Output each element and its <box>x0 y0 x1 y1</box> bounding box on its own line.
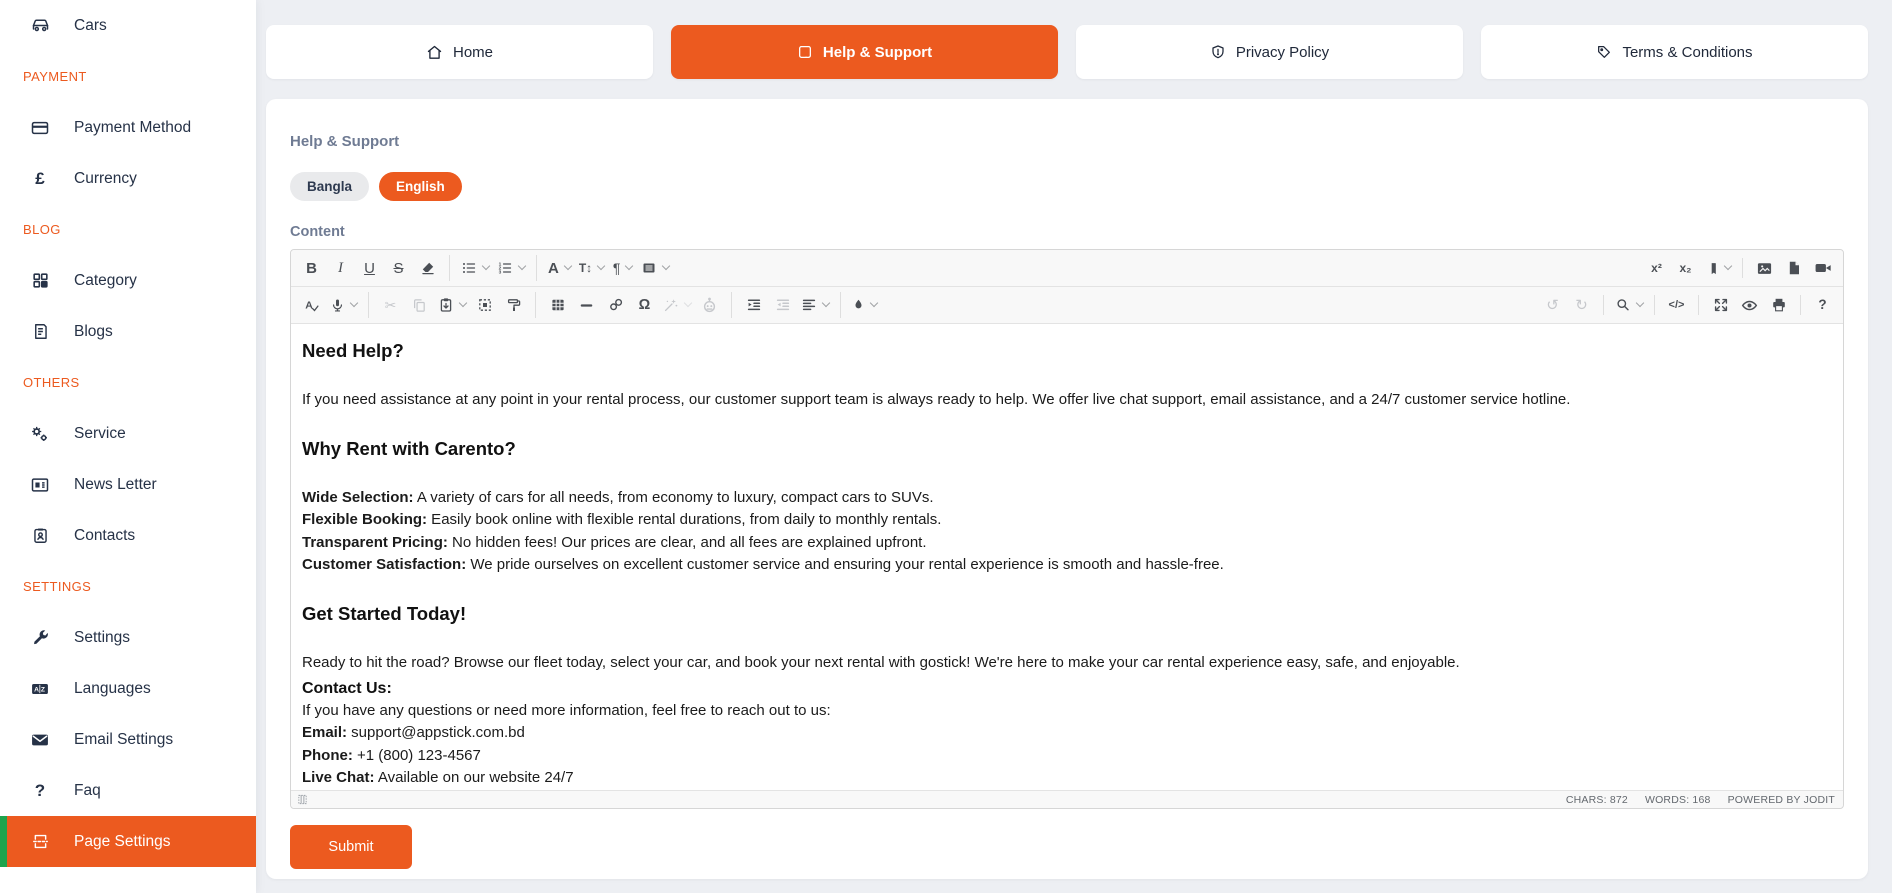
editor-toolbar-row-1 <box>291 250 1843 287</box>
bold-button[interactable]: B <box>306 259 317 277</box>
sidebar-item-label: Category <box>74 271 137 289</box>
paragraph-format-button[interactable]: ¶ <box>608 253 637 283</box>
tab-label: Terms & Conditions <box>1622 43 1753 61</box>
copy-format-button[interactable] <box>499 290 528 320</box>
credit-card-icon <box>29 118 51 138</box>
pound-currency-icon: £ <box>35 169 45 188</box>
newsletter-icon <box>29 475 51 495</box>
sidebar-item-payment-method[interactable] <box>0 102 256 153</box>
chevron-down-icon[interactable] <box>482 262 490 270</box>
sidebar-item-label: Email Settings <box>74 730 174 748</box>
contact-card-icon <box>29 526 51 545</box>
tab-label: Privacy Policy <box>1235 43 1330 61</box>
fullsize-button[interactable] <box>1706 290 1735 320</box>
tab-help-support[interactable] <box>671 25 1058 79</box>
sidebar-item-label: Blogs <box>74 322 113 340</box>
sidebar-item-service[interactable] <box>0 408 256 459</box>
redo-button[interactable]: ↻ <box>1575 296 1588 314</box>
content-line: Email: support@appstick.com.bd <box>302 724 525 742</box>
insert-table-button[interactable] <box>543 290 572 320</box>
sidebar-item-label: Languages <box>74 679 151 697</box>
insert-file-button[interactable] <box>1779 253 1808 283</box>
content-line: Live Chat: Available on our website 24/7 <box>302 769 574 787</box>
element-path-icon[interactable] <box>297 794 308 805</box>
superscript-button[interactable]: x² <box>1651 261 1662 275</box>
cut-button[interactable]: ✂ <box>384 297 397 313</box>
tab-home[interactable] <box>266 25 653 79</box>
chevron-down-icon[interactable] <box>822 299 830 307</box>
svg-text:A: A <box>34 686 39 693</box>
page-tabs <box>266 25 1868 79</box>
sidebar-item-email-settings[interactable] <box>0 714 256 765</box>
strikethrough-button[interactable]: S <box>393 259 404 277</box>
sidebar-item-page-settings[interactable] <box>0 816 256 867</box>
content-paragraph: Ready to hit the road? Browse our fleet today, select your car, and book your next rental with gostick! We're here to make your car rental experience easy, safe, and enjoyable. <box>302 654 1460 672</box>
align-button[interactable] <box>797 290 833 320</box>
preview-eye-button[interactable] <box>1735 290 1764 320</box>
shield-icon <box>1210 44 1226 60</box>
help-support-card <box>266 99 1868 879</box>
sidebar-item-label: Settings <box>74 628 131 646</box>
submit-button[interactable]: Submit <box>290 825 412 869</box>
blog-note-icon <box>29 322 51 341</box>
indent-button[interactable] <box>739 290 768 320</box>
envelope-icon <box>29 730 51 750</box>
main-area <box>256 0 1892 893</box>
language-tabs <box>290 172 1844 201</box>
spellcheck-toggle-button[interactable] <box>297 290 326 320</box>
question-icon: ? <box>34 781 46 800</box>
content-field-label: Content <box>290 224 345 240</box>
chevron-down-icon[interactable] <box>564 262 572 270</box>
content-line: Flexible Booking: Easily book online with flexible rental durations, from daily to monthly rentals. <box>302 511 942 529</box>
sidebar-item-label: Cars <box>74 16 107 34</box>
chevron-down-icon[interactable] <box>684 299 692 307</box>
undo-button[interactable]: ↺ <box>1546 296 1559 314</box>
link-button[interactable] <box>601 290 630 320</box>
page-title: Help & Support <box>290 133 400 150</box>
content-line: Phone: +1 (800) 123-4567 <box>302 746 481 764</box>
content-line: Customer Satisfaction: We pride ourselves on excellent customer service and ensuring your rental experience is smooth and hassle-free. <box>302 555 1224 573</box>
source-code-button[interactable]: </> <box>1668 298 1685 311</box>
ai-commands-button[interactable] <box>659 290 695 320</box>
lang-tab-english[interactable]: English <box>379 172 462 201</box>
svg-text:2: 2 <box>498 266 502 272</box>
horizontal-rule-button[interactable] <box>572 290 601 320</box>
sidebar-item-label: Contacts <box>74 526 136 544</box>
about-button[interactable]: ? <box>1818 297 1827 313</box>
editor-status-bar <box>291 790 1843 808</box>
tab-label: Help & Support <box>822 43 933 61</box>
chevron-down-icon[interactable] <box>597 262 605 270</box>
content-heading: Why Rent with Carento? <box>302 438 516 459</box>
italic-button[interactable]: I <box>338 259 343 276</box>
sidebar <box>0 0 256 893</box>
sidebar-section-payment: PAYMENT <box>23 69 87 84</box>
sidebar-item-languages[interactable] <box>0 663 256 714</box>
help-support-icon <box>797 44 813 60</box>
chevron-down-icon[interactable] <box>459 299 467 307</box>
tab-privacy-policy[interactable] <box>1076 25 1463 79</box>
copy-button[interactable] <box>405 290 434 320</box>
eraser-button[interactable] <box>413 253 442 283</box>
sidebar-item-label: Payment Method <box>74 118 192 136</box>
content-heading: Need Help? <box>302 340 404 361</box>
class-span-button[interactable] <box>637 253 673 283</box>
svg-text:Z: Z <box>40 686 45 693</box>
editor-content-area[interactable] <box>291 324 1843 790</box>
tab-terms-conditions[interactable] <box>1481 25 1868 79</box>
font-family-button[interactable]: A <box>544 253 575 283</box>
content-line: If you have any questions or need more information, feel free to reach out to us: <box>302 702 831 720</box>
print-button[interactable] <box>1764 290 1793 320</box>
sidebar-item-contacts[interactable] <box>0 510 256 561</box>
outdent-button[interactable] <box>768 290 797 320</box>
sidebar-item-label: Faq <box>74 781 101 799</box>
translate-icon <box>29 679 51 699</box>
paste-button[interactable] <box>434 290 470 320</box>
spellcheck-book-button[interactable] <box>1700 253 1735 283</box>
chars-count: CHARS: 872 <box>1565 793 1628 806</box>
chevron-down-icon[interactable] <box>1636 299 1644 307</box>
chevron-down-icon[interactable] <box>625 262 633 270</box>
words-count: WORDS: 168 <box>1644 793 1711 806</box>
chevron-down-icon[interactable] <box>518 262 526 270</box>
sidebar-item-faq[interactable] <box>0 765 256 816</box>
subscript-button[interactable]: x₂ <box>1679 261 1692 275</box>
insert-video-button[interactable] <box>1808 253 1837 283</box>
content-heading: Get Started Today! <box>302 603 467 625</box>
ai-assistant-button[interactable] <box>695 290 724 320</box>
powered-by-jodit[interactable]: POWERED BY JODIT <box>1727 793 1835 806</box>
terms-tag-icon <box>1596 44 1612 60</box>
brush-color-button[interactable] <box>848 290 881 320</box>
svg-text:1: 1 <box>498 262 502 268</box>
home-icon <box>426 44 443 61</box>
lang-tab-bangla[interactable]: Bangla <box>290 172 369 201</box>
svg-text:3: 3 <box>498 270 502 276</box>
content-paragraph: If you need assistance at any point in your rental process, our customer support team is always ready to help. We offer live chat support, email assistance, and a 24/7 customer service hotline. <box>302 391 1571 408</box>
sidebar-section-settings: SETTINGS <box>23 579 92 594</box>
sidebar-item-label: Currency <box>74 169 137 187</box>
font-size-button[interactable]: T↕ <box>575 253 608 283</box>
content-line: Wide Selection: A variety of cars for all needs, from economy to luxury, compact cars to SUVs. <box>302 489 934 506</box>
sidebar-item-currency[interactable] <box>0 153 256 204</box>
chevron-down-icon[interactable] <box>870 299 878 307</box>
sidebar-section-blog: BLOG <box>23 222 61 237</box>
category-grid-icon <box>29 271 51 290</box>
sidebar-item-news-letter[interactable] <box>0 459 256 510</box>
special-symbols-button[interactable]: Ω <box>638 296 651 313</box>
sidebar-section-others: OTHERS <box>23 375 80 390</box>
underline-button[interactable]: U <box>364 259 375 277</box>
insert-image-button[interactable] <box>1750 253 1779 283</box>
unordered-list-button[interactable] <box>457 253 493 283</box>
select-all-button[interactable] <box>470 290 499 320</box>
sidebar-item-label: News Letter <box>74 475 157 493</box>
contact-heading: Contact Us: <box>302 680 392 698</box>
editor-toolbar-row-2 <box>291 287 1843 324</box>
search-button[interactable] <box>1611 290 1647 320</box>
sidebar-item-label: Page Settings <box>74 832 171 850</box>
chevron-down-icon[interactable] <box>662 262 670 270</box>
sidebar-item-label: Service <box>74 424 126 442</box>
sidebar-item-cars[interactable] <box>0 0 256 51</box>
svg-text:A: A <box>304 299 313 312</box>
microphone-button[interactable] <box>326 290 361 320</box>
sidebar-item-settings[interactable] <box>0 612 256 663</box>
wrench-icon <box>29 628 51 647</box>
content-line: Transparent Pricing: No hidden fees! Our prices are clear, and all fees are explained upfront. <box>302 533 927 551</box>
sidebar-item-blogs[interactable] <box>0 306 256 357</box>
sidebar-item-category[interactable] <box>0 255 256 306</box>
car-icon <box>29 15 51 36</box>
page-settings-icon <box>29 832 51 851</box>
chevron-down-icon[interactable] <box>1724 262 1732 270</box>
rich-text-editor <box>290 249 1844 809</box>
tab-label: Home <box>452 43 493 61</box>
ordered-list-button[interactable] <box>493 253 529 283</box>
gears-icon <box>29 424 51 444</box>
chevron-down-icon[interactable] <box>350 299 358 307</box>
